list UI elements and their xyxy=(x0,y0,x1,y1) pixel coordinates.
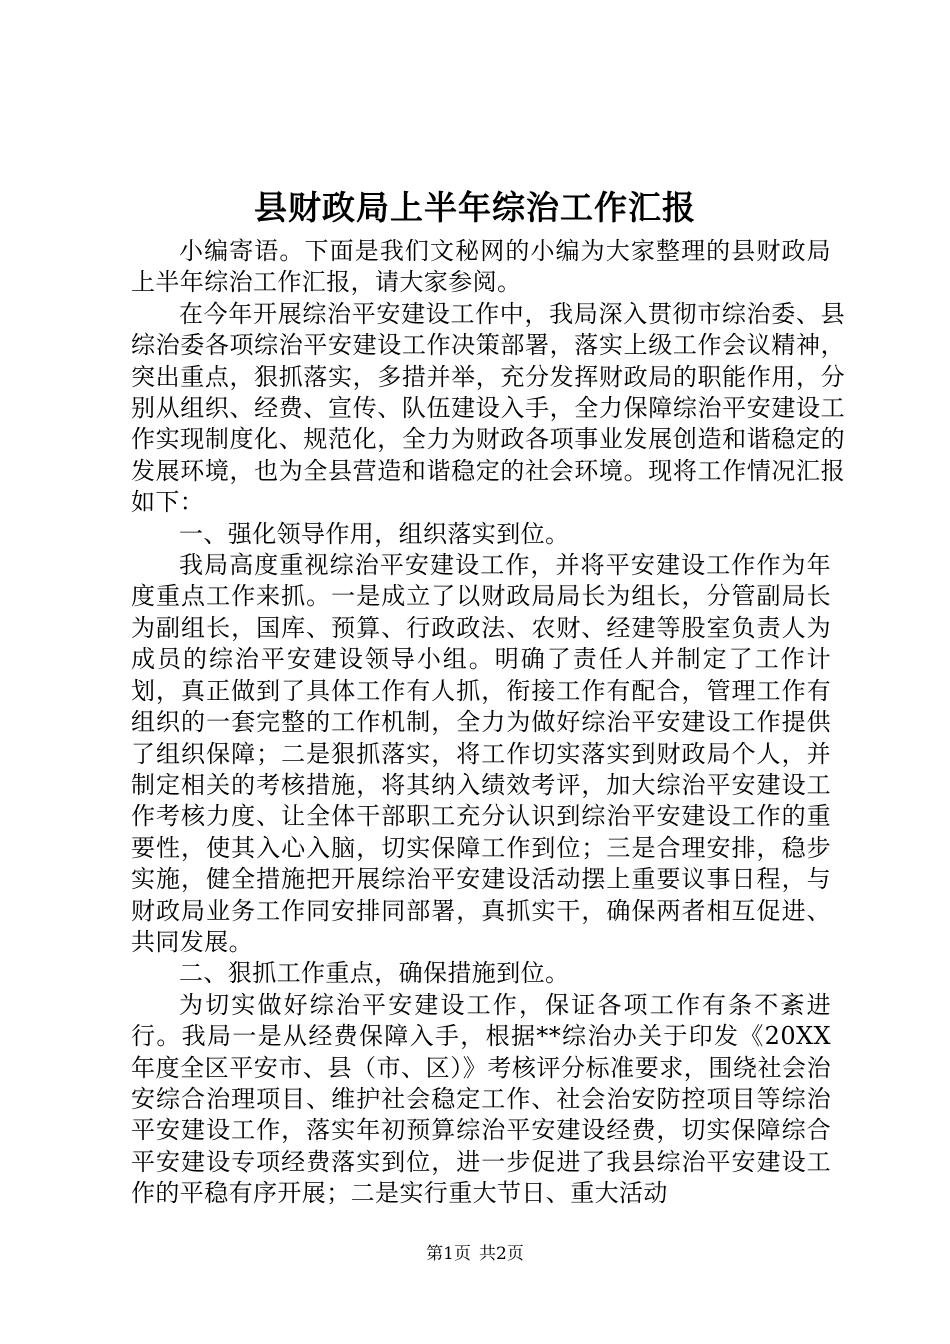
section-heading-1: 一、强化领导作用，组织落实到位。 xyxy=(179,519,570,548)
document-body xyxy=(131,236,845,1210)
paragraph-overview: 在今年开展综治平安建设工作中，我局深入贯彻市综治委、县综治委各项综治平安建设工作决策部署，落实上级工作会议精神，突出重点，狠抓落实，多措并举，充分发挥财政局的职能作用，分别从组织、经费、宣传、队伍建设入手，全力保障综治平安建设工作实现制度化、规范化，全力为财政各项事业发展创造和谐稳定的发展环境，也为全县营造和谐稳定的社会环境。现将工作情况汇报如下： xyxy=(131,299,845,517)
page-footer xyxy=(0,1243,950,1265)
paragraph-section-2: 为切实做好综治平安建设工作，保证各项工作有条不紊进行。我局一是从经费保障入手，根据**综治办关于印发《20XX年度全区平安市、县（市、区）》考核评分标准要求，围绕社会治安综合治理项目、维护社会稳定工作、社会治安防控项目等综治平安建设工作，落实年初预算综治平安建设经费，切实保障综合平安建设专项经费落实到位，进一步促进了我县综治平安建设工作的平稳有序开展；二是实行重大节日、重大活动 xyxy=(131,990,831,1208)
paragraph-intro: 小编寄语。下面是我们文秘网的小编为大家整理的县财政局上半年综治工作汇报，请大家参阅。 xyxy=(131,237,831,297)
page-total: 共2页 xyxy=(479,1244,524,1264)
document-title: 县财政局上半年综治工作汇报 xyxy=(254,188,696,227)
section-heading-2: 二、狠抓工作重点，确保措施到位。 xyxy=(179,959,570,988)
page-number: 第1页 xyxy=(426,1244,471,1264)
paragraph-section-1: 我局高度重视综治平安建设工作，并将平安建设工作作为年度重点工作来抓。一是成立了以财政局局长为组长，分管副局长为副组长，国库、预算、行政政法、农财、经建等股室负责人为成员的综治平安建设领导小组。明确了责任人并制定了工作计划，真正做到了具体工作有人抓，衔接工作有配合，管理工作有组织的一套完整的工作机制，全力为做好综治平安建设工作提供了组织保障；二是狠抓落实，将工作切实落实到财政局个人，并制定相关的考核措施，将其纳入绩效考评，加大综治平安建设工作考核力度、让全体干部职工充分认识到综治平安建设工作的重要性，使其入心入脑，切实保障工作到位；三是合理安排，稳步实施，健全措施把开展综治平安建设活动摆上重要议事日程，与财政局业务工作同安排同部署，真抓实干，确保两者相互促进、共同发展。 xyxy=(131,551,831,956)
